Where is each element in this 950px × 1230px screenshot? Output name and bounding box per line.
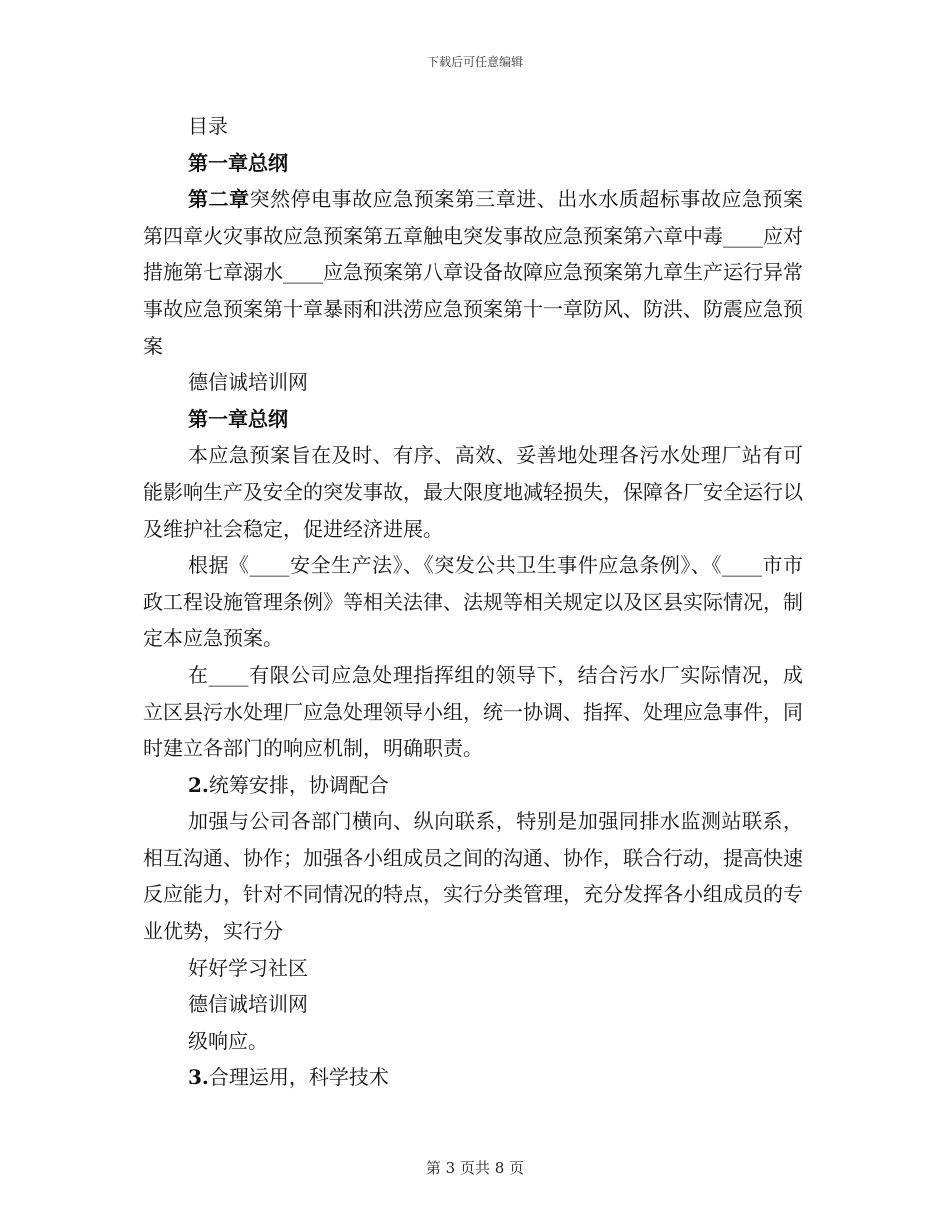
section-title-3: 合理运用，科学技术 bbox=[208, 1065, 389, 1090]
paragraph-coordination-end: 级响应。 bbox=[188, 1028, 268, 1053]
chapter1-heading: 第一章总纲 bbox=[188, 406, 288, 431]
paragraph-coordination: 加强与公司各部门横向、纵向联系，特别是加强同排水监测站联系，相互沟通、协作；加强各小组成员之间的沟通、协作，联合行动，提高快速反应能力，针对不同情况的特点，实行分类管理，充分发挥各小组成员的专业优势，实行分 bbox=[143, 809, 803, 944]
section-heading-2 bbox=[143, 767, 803, 804]
paragraph-purpose: 本应急预案旨在及时、有序、高效、妥善地处理各污水处理厂站有可能影响生产及安全的突发事故，最大限度地减轻损失，保障各厂安全运行以及维护社会稳定，促进经济进展。 bbox=[143, 443, 803, 541]
toc-chapter1-heading: 第一章总纲 bbox=[188, 150, 288, 175]
paragraph-basis: 根据《____安全生产法》、《突发公共卫生事件应急条例》、《____市市政工程设施管理条例》等相关法律、法规等相关规定以及区县实际情况，制定本应急预案。 bbox=[143, 553, 803, 651]
section-number-2: 2. bbox=[188, 772, 209, 797]
watermark-text: 德信诚培训网 bbox=[188, 992, 308, 1017]
toc-list bbox=[143, 181, 803, 364]
page-footer: 第 3 页共 8 页 bbox=[425, 1159, 525, 1177]
section-heading-3 bbox=[143, 1059, 803, 1096]
toc-body: 突然停电事故应急预案第三章进、出水水质超标事故应急预案第四章火灾事故应急预案第五章触电突发事故应急预案第六章中毒____应对措施第七章溺水____应急预案第八章设备故障应急预案第九章生产运行异常事故应急预案第十章暴雨和洪涝应急预案第十一章防风、防洪、防震应急预案 bbox=[143, 187, 804, 358]
toc-chapter2-prefix: 第二章 bbox=[188, 187, 250, 212]
document-body bbox=[143, 108, 803, 1096]
section-title-2: 统筹安排，协调配合 bbox=[208, 772, 389, 797]
toc-label: 目录 bbox=[188, 114, 228, 138]
section-number-3: 3. bbox=[188, 1065, 209, 1090]
paragraph-organization: 在____有限公司应急处理指挥组的领导下，结合污水厂实际情况，成立区县污水处理厂应急处理领导小组，统一协调、指挥、处理应急事件，同时建立各部门的响应机制，明确职责。 bbox=[143, 662, 803, 761]
watermark-text: 德信诚培训网 bbox=[188, 370, 308, 395]
page-header: 下载后可任意编辑 bbox=[426, 55, 523, 69]
watermark-text: 好好学习社区 bbox=[188, 955, 308, 980]
